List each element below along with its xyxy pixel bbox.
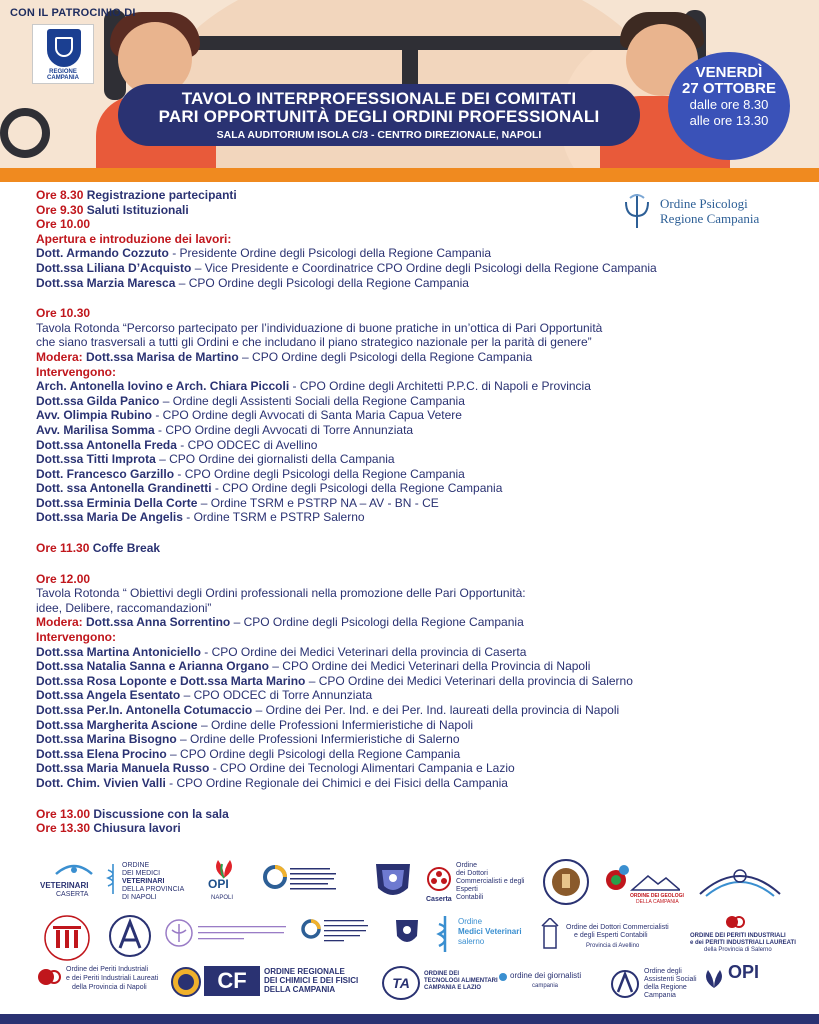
event-day: VENERDÌ	[695, 64, 763, 81]
speaker-line	[36, 659, 796, 674]
program-item	[36, 541, 796, 556]
anniversary-seal-icon	[170, 966, 202, 998]
speaker-line	[36, 452, 796, 467]
speaker-name: Dott.ssa Marzia Maresca	[36, 275, 176, 290]
speaker-name: Dott.ssa Elena Procino	[36, 746, 167, 761]
speaker-name: Dott.ssa Martina Antoniciello	[36, 644, 201, 659]
speaker-name: Dott.ssa Titti Improta	[36, 452, 156, 467]
speaker-name: Dott.ssa Antonella Freda	[36, 437, 177, 452]
program-item-text: Chiusura lavori	[90, 821, 181, 836]
speaker-name: Dott.ssa Rosa Loponte e Dott.ssa Marta Marino	[36, 673, 306, 688]
logo-opi-napoli: OPI NAPOLI	[206, 860, 242, 910]
speaker-line	[36, 761, 796, 776]
speakers-heading: Intervengono:	[36, 364, 116, 379]
tsrm-ring-icon	[262, 864, 288, 890]
pillars-icon	[42, 914, 92, 962]
speaker-role: – Ordine delle Professioni Infermieristiche di Salerno	[176, 732, 460, 747]
seal-icon	[542, 858, 590, 906]
event-date-badge	[668, 52, 790, 160]
speaker-role: - CPO Ordine degli Avvocati di Santa Maria Capua Vetere	[152, 408, 462, 423]
speaker-role: – Ordine TSRM e PSTRP NA – AV - BN - CE	[197, 495, 439, 510]
speaker-name: Avv. Olimpia Rubino	[36, 408, 153, 423]
cpo-flower-icon	[164, 918, 194, 948]
speaker-name: Dott. Armando Cozzuto	[36, 246, 169, 261]
logo-tecnologi-alimentari: TA ORDINE DEI TECNOLOGI ALIMENTARI CAMPANIA E LAZIO	[382, 966, 492, 1004]
session-description: Tavola Rotonda “ Obiettivi degli Ordini professionali nella promozione delle Pari Opportunità:	[36, 586, 526, 601]
speaker-role: – Ordine degli Assistenti Sociali della Regione Campania	[159, 393, 465, 408]
tsrm-text-lines-icon	[290, 866, 338, 896]
logo-blue-shield	[394, 918, 422, 950]
speaker-role: - CPO Ordine Regionale dei Chimici e dei Fisici della Campania	[165, 775, 508, 790]
speaker-name: Dott.ssa Angela Esentato	[36, 688, 181, 703]
speaker-line	[36, 423, 796, 438]
speaker-name: Dott.ssa Margherita Ascione	[36, 717, 198, 732]
speaker-role: – Ordine delle Professioni Infermieristiche di Napoli	[197, 717, 474, 732]
event-time-end: alle ore 13.30	[689, 113, 769, 128]
speaker-role: - CPO Ordine degli Psicologi della Regione Campania	[211, 481, 503, 496]
speaker-name: Arch. Antonella Iovino e Arch. Chiara Piccoli	[36, 379, 290, 394]
speaker-line	[36, 481, 796, 496]
speaker-name: Dott.ssa Liliana D’Acquisto	[36, 260, 192, 275]
program-item	[36, 203, 796, 218]
org-logo-line2: Regione Campania	[660, 211, 760, 226]
speaker-role: - CPO Ordine degli Architetti P.P.C. di Napoli e Provincia	[289, 379, 591, 394]
speaker-line	[36, 496, 796, 511]
tsrm-text-lines-icon	[324, 918, 370, 944]
speaker-role: – CPO Ordine dei Medici Veterinari della Provincia di Napoli	[268, 659, 591, 674]
speaker-line	[36, 379, 796, 394]
logo-chimici-fisici: CF ORDINE REGIONALE DEI CHIMICI E DEI FISICI DELLA CAMPANIA	[170, 964, 370, 1004]
logo-odcec-caserta: Ordine dei Dottori Commercialisti e degli Esperti Contabili Caserta	[426, 862, 525, 903]
event-venue: SALA AUDITORIUM ISOLA C/3 - CENTRO DIREZIONALE, NAPOLI	[216, 129, 542, 141]
moderator-name: Dott.ssa Anna Sorrentino	[82, 615, 231, 630]
speaker-role: - CPO ODCEC di Avellino	[176, 437, 318, 452]
speaker-role: – CPO Ordine dei giornalisti della Campania	[155, 452, 395, 467]
footer-bar	[0, 1014, 819, 1024]
speaker-line	[36, 718, 796, 733]
speaker-role: - Ordine TSRM e PSTRP Salerno	[182, 510, 365, 525]
vet-snake-icon	[436, 916, 454, 952]
logo-tsrm-napoli	[262, 862, 340, 906]
speaker-role: - CPO Ordine dei Tecnologi Alimentari Campania e Lazio	[209, 761, 515, 776]
speaker-line	[36, 703, 796, 718]
crest-icon	[372, 860, 414, 902]
logo-opi-salerno: OPI	[702, 966, 782, 1004]
time-label: Ore 10.30	[36, 306, 91, 321]
patronage-label: CON IL PATROCINIO DI	[10, 7, 136, 19]
speakers-heading: Intervengono:	[36, 630, 116, 645]
speaker-line	[36, 732, 796, 747]
speaker-name: Dott. Chim. Vivien Valli	[36, 775, 166, 790]
speaker-role: – CPO Ordine degli Psicologi della Regione Campania	[166, 746, 461, 761]
speaker-role: – Vice Presidente e Coordinatrice CPO Ordine degli Psicologi della Regione Campania	[191, 260, 657, 275]
speaker-line	[36, 747, 796, 762]
geologi-mountain-icon	[604, 862, 680, 892]
program-item	[36, 188, 796, 203]
speaker-name: Avv. Marilisa Somma	[36, 422, 155, 437]
cpo-text-lines-icon	[198, 924, 290, 944]
moderator-line	[36, 350, 796, 365]
org-logo-line1: Ordine Psicologi	[660, 196, 748, 211]
shield-icon	[394, 918, 420, 948]
speaker-line	[36, 261, 796, 276]
speaker-line	[36, 246, 796, 261]
odcec-flower-icon	[426, 866, 452, 892]
event-time-start: dalle ore 8.30	[689, 97, 769, 112]
speaker-line	[36, 510, 796, 525]
giornalisti-dot-icon	[498, 972, 508, 982]
logo-tsrm-salerno	[300, 916, 372, 956]
speaker-role: – CPO ODCEC di Torre Annunziata	[180, 688, 373, 703]
speaker-role: - CPO Ordine degli Avvocati di Torre Annunziata	[154, 422, 414, 437]
logo-vet-salerno: Ordine Medici Veterinari salerno	[436, 916, 536, 956]
session-description: che siano trasversali a tutti gli Ordini e che includano il piano strategico nazionale per la parità di genere”	[36, 335, 592, 350]
region-logo-label: REGIONE CAMPANIA	[47, 69, 79, 81]
time-label: Ore 9.30	[36, 202, 84, 217]
speaker-role: – Ordine dei Per. Ind. e dei Per. Ind. laureati della provincia di Napoli	[252, 703, 620, 717]
logo-periti-salerno: ORDINE DEI PERITI INDUSTRIALI e dei PERITI INDUSTRIALI LAUREATI della Provincia di Salerno	[690, 914, 814, 960]
speaker-role: – CPO Ordine dei Medici Veterinari della provincia di Salerno	[305, 673, 633, 688]
logo-cpo-avvocati	[164, 916, 294, 956]
speaker-line	[36, 438, 796, 453]
arc-wave-icon	[696, 864, 784, 904]
program	[36, 188, 796, 836]
magnifier-illustration	[0, 108, 50, 158]
speaker-name: Dott.ssa Marina Bisogno	[36, 732, 177, 747]
logo-geologi-campania: ORDINE DEI GEOLOGI DELLA CAMPANIA	[604, 862, 684, 906]
opi-leaf-icon	[702, 968, 726, 990]
regione-campania-logo	[32, 24, 94, 84]
logo-avvocati-crest	[372, 860, 414, 904]
logo-letter-a	[108, 914, 154, 960]
event-title-box	[118, 84, 640, 146]
speaker-line	[36, 394, 796, 409]
moderator-role: – CPO Ordine degli Psicologi della Regione Campania	[230, 615, 524, 630]
speaker-name: Dott.ssa Maria Manuela Russo	[36, 761, 210, 776]
speaker-line	[36, 645, 796, 660]
time-label: Ore 13.00	[36, 806, 91, 821]
moderator-line	[36, 615, 796, 630]
periti-gear-icon	[724, 914, 746, 930]
tower-icon	[538, 918, 562, 950]
speaker-name: Dott. ssa Antonella Grandinetti	[36, 481, 212, 496]
speaker-role: – CPO Ordine degli Psicologi della Regione Campania	[175, 275, 469, 290]
speaker-line	[36, 776, 796, 791]
event-title-line2: PARI OPPORTUNITÀ DEGLI ORDINI PROFESSIONALI	[158, 107, 600, 126]
letter-a-seal-icon	[108, 914, 152, 958]
periti-gear-icon	[36, 966, 62, 988]
speaker-role: - Presidente Ordine degli Psicologi della Regione Campania	[168, 246, 492, 261]
program-item-text: Discussione con la sala	[90, 806, 229, 821]
moderator-label: Modera:	[36, 349, 83, 364]
logo-vet-napoli: ORDINE DEI MEDICI VETERINARI DELLA PROVINCIA DI NAPOLI	[106, 862, 196, 910]
speaker-role: - CPO Ordine dei Medici Veterinari della provincia di Caserta	[200, 644, 527, 659]
section-heading: Apertura e introduzione dei lavori:	[36, 231, 232, 246]
tsrm-ring-icon	[300, 918, 322, 940]
vet-snake-icon	[106, 864, 120, 894]
time-label: Ore 12.00	[36, 571, 91, 586]
logo-odcec-avellino: Ordine dei Dottori Commercialisti e degli Esperti Contabili Provincia di Avellino	[538, 918, 688, 958]
vet-caduceus-icon	[52, 860, 96, 880]
speaker-line	[36, 276, 796, 291]
session-description: idee, Delibere, raccomandazioni”	[36, 600, 212, 615]
moderator-name: Dott.ssa Marisa de Martino	[82, 349, 239, 364]
event-title-line1: TAVOLO INTERPROFESSIONALE DEI COMITATI	[181, 89, 577, 108]
event-banner	[0, 0, 819, 168]
event-date: 27 OTTOBRE	[682, 80, 776, 97]
as-circle-icon	[610, 968, 640, 1000]
speaker-name: Dott.ssa Erminia Della Corte	[36, 495, 198, 510]
sponsor-logos	[0, 852, 819, 1012]
program-item	[36, 821, 796, 836]
program-item-text: Registrazione partecipanti	[83, 188, 237, 202]
header-divider	[0, 168, 819, 182]
speaker-line	[36, 688, 796, 703]
speaker-name: Dott.ssa Per.In. Antonella Cotumaccio	[36, 703, 253, 717]
speaker-name: Dott.ssa Natalia Sanna e Arianna Organo	[36, 659, 269, 674]
speaker-name: Dott. Francesco Garzillo	[36, 466, 175, 481]
logo-blue-arc	[696, 864, 786, 904]
speaker-name: Dott.ssa Maria De Angelis	[36, 510, 183, 525]
cf-badge: CF	[204, 966, 260, 996]
ta-badge: TA	[382, 966, 420, 1000]
speaker-line	[36, 467, 796, 482]
logo-red-pillars	[40, 914, 96, 964]
speaker-line	[36, 408, 796, 423]
program-item	[36, 807, 796, 822]
program-item-text: Coffe Break	[89, 541, 161, 556]
logo-round-seal	[542, 858, 592, 908]
logo-vet-caserta: VETERINARI CASERTA	[34, 860, 114, 908]
session-description: Tavola Rotonda “Percorso partecipato per l’individuazione di buone pratiche in un’ottica di Pari Opportunità	[36, 320, 603, 335]
time-label: Ore 11.30	[36, 541, 90, 556]
speaker-line	[36, 674, 796, 689]
speaker-name: Dott.ssa Gilda Panico	[36, 393, 160, 408]
program-item-text: Saluti Istituzionali	[83, 202, 189, 217]
time-label: Ore 10.00	[36, 217, 91, 232]
region-shield-icon	[47, 29, 81, 67]
logo-giornalisti: ordine dei giornalisti campania	[498, 970, 608, 1004]
speaker-role: - CPO Ordine degli Psicologi della Regione Campania	[174, 466, 465, 481]
logo-periti-napoli: Ordine dei Periti Industriali e dei Periti Industriali Laureati della Provincia di Napoli	[36, 964, 166, 1004]
time-label: Ore 13.30	[36, 821, 91, 836]
moderator-label: Modera:	[36, 615, 83, 630]
time-label: Ore 8.30	[36, 188, 84, 202]
logo-assistenti-sociali: Ordine degli Assistenti Sociali della Regione Campania	[610, 966, 700, 1006]
moderator-role: – CPO Ordine degli Psicologi della Regione Campania	[238, 349, 533, 364]
